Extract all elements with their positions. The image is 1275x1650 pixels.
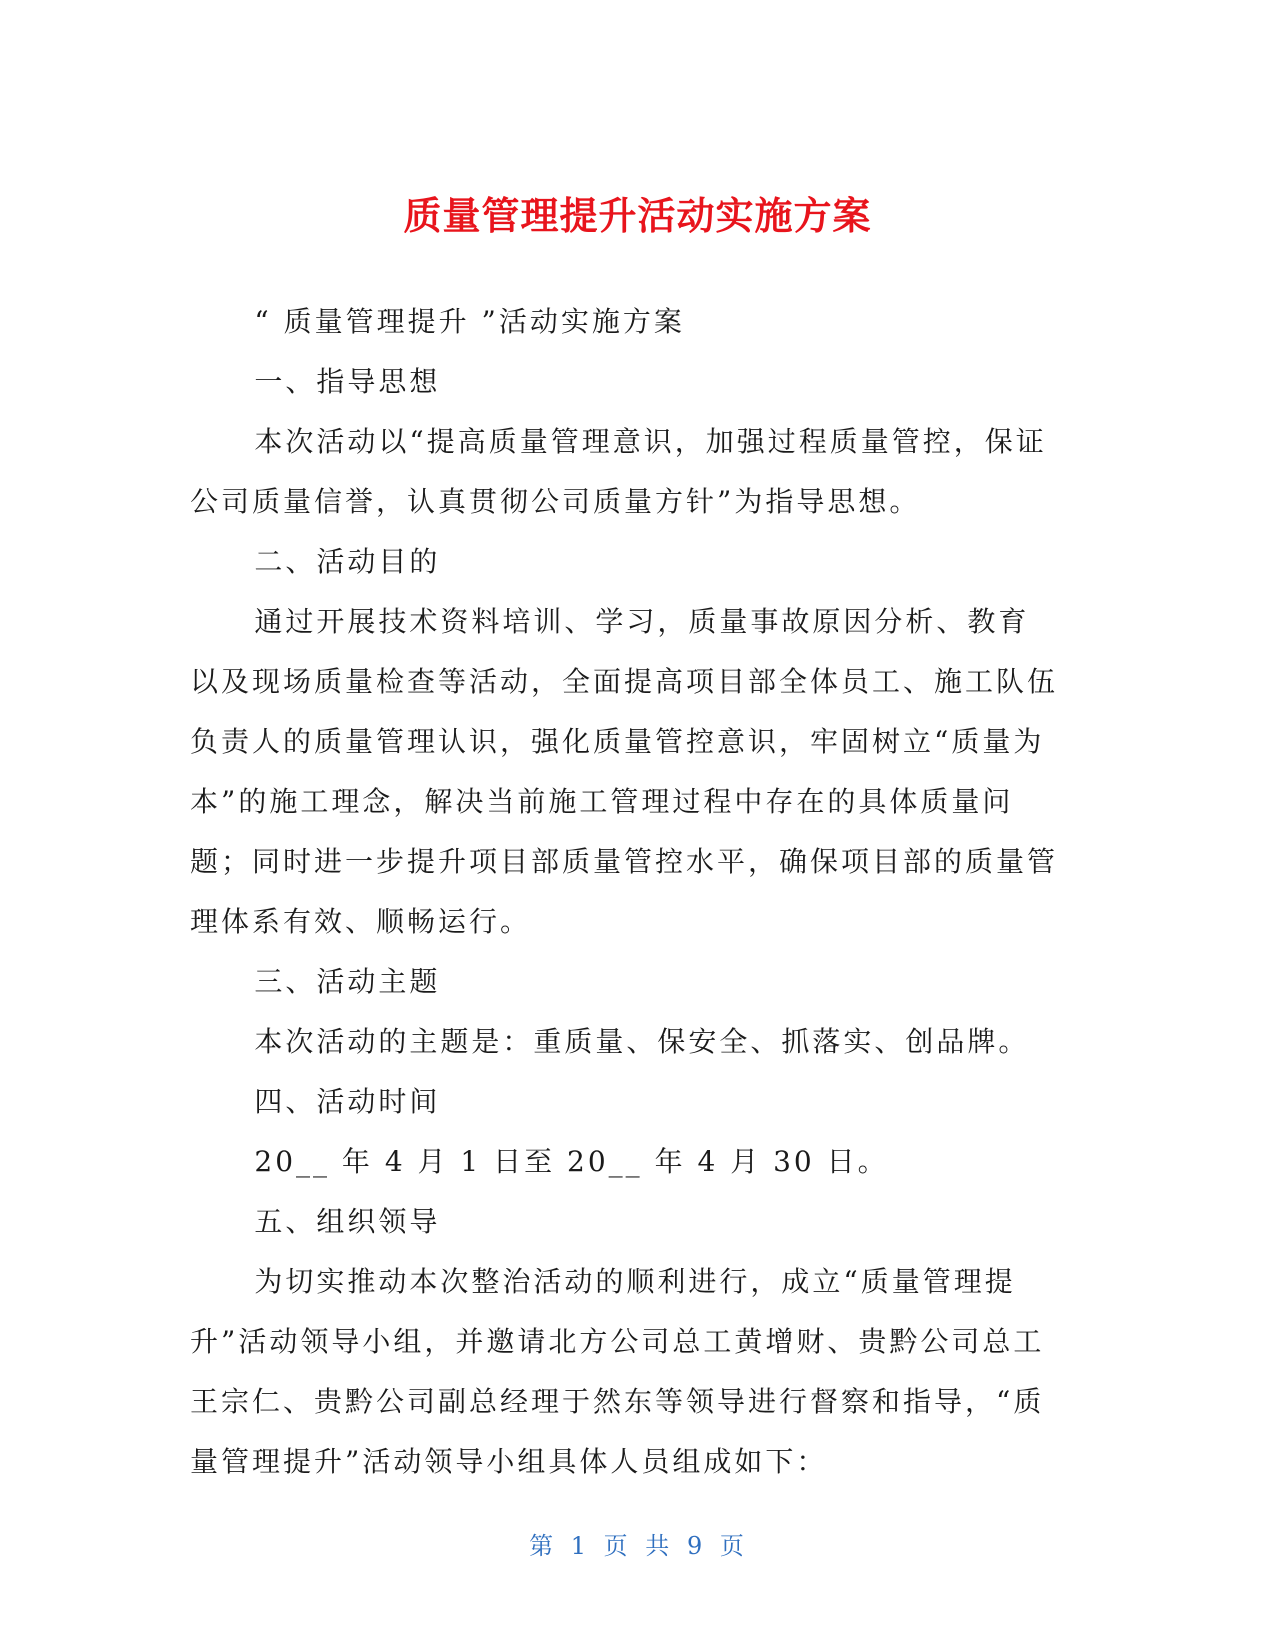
paragraph-purpose: 通过开展技术资料培训、学习，质量事故原因分析、教育以及现场质量检查等活动，全面提高项目部全体员工、施工队伍负责人的质量管理认识，强化质量管控意识，牢固树立“质量为本”的施工理念，解决当前施工管理过程中存在的具体质量问题；同时进一步提升项目部质量管控水平，确保项目部的质量管理体系有效、顺畅运行。 bbox=[190, 605, 1059, 938]
paragraph-leadership: 为切实推动本次整治活动的顺利进行，成立“质量管理提升”活动领导小组，并邀请北方公司总工黄增财、贵黔公司总工王宗仁、贵黔公司副总经理于然东等领导进行督察和指导，“质量管理提升”活动领导小组具体人员组成如下： bbox=[190, 1265, 1045, 1478]
paragraph-time: 20__ 年 4 月 1 日至 20__ 年 4 月 30 日。 bbox=[254, 1145, 889, 1178]
paragraph-theme: 本次活动的主题是：重质量、保安全、抓落实、创品牌。 bbox=[254, 1025, 1030, 1058]
section-heading-purpose: 二、活动目的 bbox=[254, 545, 441, 578]
section-heading-time: 四、活动时间 bbox=[254, 1085, 441, 1118]
paragraph-subtitle: “ 质量管理提升 ”活动实施方案 bbox=[254, 305, 685, 338]
document-title: 质量管理提升活动实施方案 bbox=[403, 194, 872, 239]
page-footer: 第 1 页 共 9 页 bbox=[529, 1532, 746, 1560]
section-heading-leadership: 五、组织领导 bbox=[254, 1205, 441, 1238]
section-heading-theme: 三、活动主题 bbox=[254, 965, 441, 998]
section-heading-guiding-ideology: 一、指导思想 bbox=[254, 365, 441, 398]
document-body bbox=[190, 292, 1060, 1492]
paragraph-guiding-ideology: 本次活动以“提高质量管理意识，加强过程质量管控，保证公司质量信誉，认真贯彻公司质量方针”为指导思想。 bbox=[190, 425, 1047, 518]
